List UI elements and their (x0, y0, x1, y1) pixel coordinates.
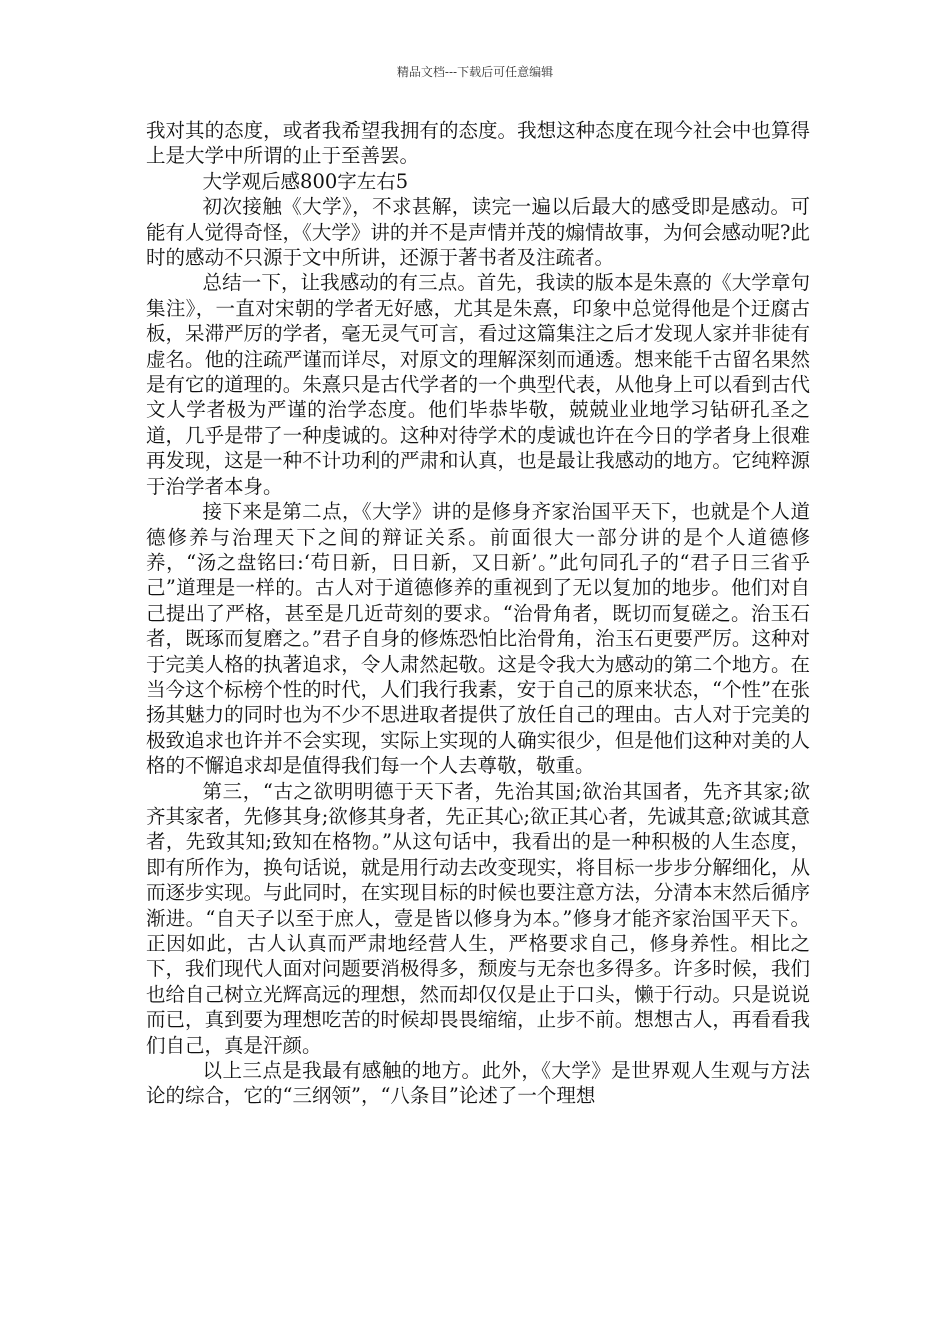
section-heading: 大学观后感800字左右5 (202, 169, 409, 193)
page-header: 精品文档---下载后可任意编辑 (396, 65, 554, 79)
paragraph-continuation: 我对其的态度，或者我希望我拥有的态度。我想这种态度在现今社会中也算得上是大学中所谓的止于至善罢。 (146, 119, 810, 168)
paragraph-first-contact: 初次接触《大学》，不求甚解，读完一遍以后最大的感受即是感动。可能有人觉得奇怪，《大学》讲的并不是声情并茂的煽情故事，为何会感动呢?此时的感动不只源于文中所讲，还源于著书者及注疏者。 (146, 195, 810, 270)
paragraph-point-one: 总结一下，让我感动的有三点。首先，我读的版本是朱熹的《大学章句集注》，一直对宋朝的学者无好感，尤其是朱熹，印象中总觉得他是个迂腐古板，呆滞严厉的学者，毫无灵气可言，看过这篇集注之后才发现人家并非徒有虚名。他的注疏严谨而详尽，对原文的理解深刻而通透。想来能千古留名果然是有它的道理的。朱熹只是古代学者的一个典型代表，从他身上可以看到古代文人学者极为严谨的治学态度。他们毕恭毕敬，兢兢业业地学习钻研孔圣之道，几乎是带了一种虔诚的。这种对待学术的虔诚也许在今日的学者身上很难再发现，这是一种不计功利的严肃和认真，也是最让我感动的地方。它纯粹源于治学者本身。 (146, 271, 810, 498)
document-body (146, 118, 810, 1109)
paragraph-summary: 以上三点是我最有感触的地方。此外，《大学》是世界观人生观与方法论的综合，它的“三纲领”，“八条目”论述了一个理想 (146, 1059, 810, 1108)
paragraph-point-three: 第三，“古之欲明明德于天下者，先治其国;欲治其国者，先齐其家;欲齐其家者，先修其身;欲修其身者，先正其心;欲正其心者，先诚其意;欲诚其意者，先致其知;致知在格物。”从这句话中，我看出的是一种积极的人生态度，即有所作为，换句话说，就是用行动去改变现实，将目标一步步分解细化，从而逐步实现。与此同时，在实现目标的时候也要注意方法，分清本末然后循序渐进。“自天子以至于庶人，壹是皆以修身为本。”修身才能齐家治国平天下。正因如此，古人认真而严肃地经营人生，严格要求自己，修身养性。相比之下，我们现代人面对问题要消极得多，颓废与无奈也多得多。许多时候，我们也给自己树立光辉高远的理想，然而却仅仅是止于口头，懒于行动。只是说说而已，真到要为理想吃苦的时候却畏畏缩缩，止步不前。想想古人，再看看我们自己，真是汗颜。 (146, 779, 810, 1057)
paragraph-point-two: 接下来是第二点，《大学》讲的是修身齐家治国平天下，也就是个人道德修养与治理天下之间的辩证关系。前面很大一部分讲的是个人道德修养，“汤之盘铭曰:‘苟日新，日日新，又日新’。”此句同孔子的“君子日三省乎己”道理是一样的。古人对于道德修养的重视到了无以复加的地步。他们对自己提出了严格，甚至是几近苛刻的要求。“治骨角者，既切而复磋之。治玉石者，既琢而复磨之。”君子自身的修炼恐怕比治骨角，治玉石更要严厉。这种对于完美人格的执著追求，令人肃然起敬。这是令我大为感动的第二个地方。在当今这个标榜个性的时代，人们我行我素，安于自己的原来状态，“个性”在张扬其魅力的同时也为不少不思进取者提供了放任自己的理由。古人对于完美的极致追求也许并不会实现，实际上实现的人确实很少，但是他们这种对美的人格的不懈追求却是值得我们每一个人去尊敬，敬重。 (146, 500, 810, 778)
